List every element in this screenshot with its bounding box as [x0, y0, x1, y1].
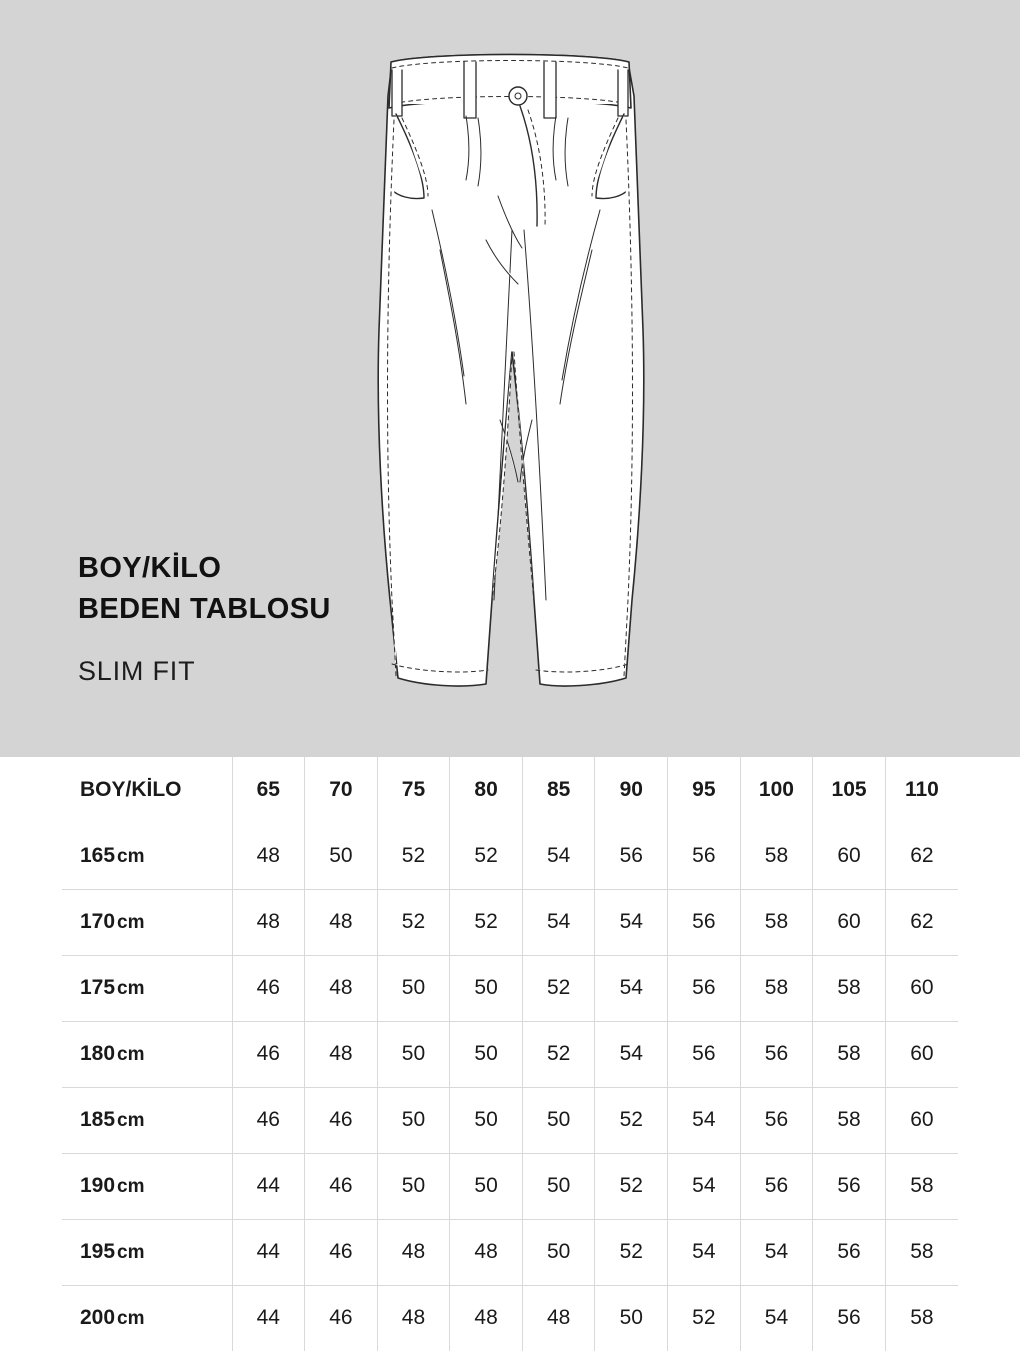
row-header-unit: cm	[117, 1242, 145, 1263]
table-cell: 54	[668, 1153, 741, 1219]
table-cell: 56	[813, 1285, 886, 1351]
row-header-unit: cm	[117, 1044, 145, 1065]
row-header	[62, 1153, 232, 1219]
table-cell: 48	[377, 1285, 450, 1351]
table-cell: 54	[595, 1021, 668, 1087]
table-cell: 48	[232, 823, 305, 889]
row-header-value: 190	[80, 1174, 116, 1197]
table-cell: 58	[910, 1306, 934, 1330]
table-cell: 52	[377, 889, 450, 955]
table-cell: 58	[885, 1153, 958, 1219]
table-cell: 56	[813, 1219, 886, 1285]
table-cell: 52	[668, 1285, 741, 1351]
table-cell: 48	[305, 889, 378, 955]
table-cell: 48	[305, 955, 378, 1021]
size-chart-table	[62, 757, 958, 1351]
table-cell: 52	[522, 1021, 595, 1087]
table-cell: 46	[232, 1087, 305, 1153]
table-cell: 54	[595, 955, 668, 1021]
column-header: 80	[450, 757, 523, 823]
table-cell: 48	[377, 1219, 450, 1285]
row-header	[62, 1087, 232, 1153]
table-cell: 46	[305, 1285, 378, 1351]
table-cell: 58	[813, 1087, 886, 1153]
table-cell: 50	[450, 1021, 523, 1087]
table-cell: 48	[450, 1219, 523, 1285]
row-header-unit: cm	[117, 1176, 145, 1197]
row-header	[62, 1219, 232, 1285]
table-cell: 60	[813, 823, 886, 889]
table-row	[62, 1021, 958, 1087]
table-row	[62, 889, 958, 955]
table-cell: 50	[377, 1087, 450, 1153]
row-header-unit: cm	[117, 912, 145, 933]
row-header	[62, 889, 232, 955]
table-row	[62, 955, 958, 1021]
row-header	[62, 823, 232, 889]
column-header: 65	[232, 757, 305, 823]
row-header-value: 185	[80, 1108, 116, 1131]
table-cell: 52	[450, 889, 523, 955]
table-cell: 58	[813, 1021, 886, 1087]
table-cell: 60	[885, 1021, 958, 1087]
table-cell: 58	[885, 1219, 958, 1285]
table-row	[62, 1219, 958, 1285]
row-header-value: 200	[80, 1306, 116, 1330]
table-cell: 54	[668, 1219, 741, 1285]
table-cell: 48	[305, 1021, 378, 1087]
column-header: 105	[813, 757, 886, 823]
table-cell: 44	[232, 1219, 305, 1285]
table-cell: 48	[522, 1285, 595, 1351]
table-cell: 50	[377, 955, 450, 1021]
table-cell: 50	[450, 955, 523, 1021]
column-header: 75	[377, 757, 450, 823]
table-cell: 46	[305, 1153, 378, 1219]
table-cell: 60	[813, 889, 886, 955]
row-header-value: 175	[80, 976, 116, 999]
table-cell: 52	[595, 1219, 668, 1285]
table-cell: 46	[305, 1087, 378, 1153]
table-cell: 54	[740, 1285, 813, 1351]
table-cell: 56	[668, 1021, 741, 1087]
table-header-row	[62, 757, 958, 823]
table-row	[62, 1153, 958, 1219]
table-cell: 56	[740, 1153, 813, 1219]
table-cell: 48	[450, 1285, 523, 1351]
table-cell: 56	[668, 823, 741, 889]
table-row	[62, 823, 958, 889]
table-cell: 52	[595, 1153, 668, 1219]
table-cell: 50	[522, 1087, 595, 1153]
column-header: 95	[668, 757, 741, 823]
table-cell: 50	[450, 1087, 523, 1153]
table-cell: 56	[668, 955, 741, 1021]
table-cell: 56	[813, 1153, 886, 1219]
table-cell: 54	[740, 1219, 813, 1285]
table-cell: 44	[232, 1285, 305, 1351]
table-cell: 54	[668, 1087, 741, 1153]
table-cell: 46	[232, 955, 305, 1021]
table-cell: 50	[595, 1285, 668, 1351]
row-header	[62, 955, 232, 1021]
table-row	[62, 1087, 958, 1153]
row-header-unit: cm	[117, 845, 145, 867]
table-cell: 44	[232, 1153, 305, 1219]
column-header: 70	[305, 757, 378, 823]
column-header: 110	[904, 778, 939, 801]
row-header-unit: cm	[117, 1308, 145, 1330]
table-cell: 52	[522, 955, 595, 1021]
table-row	[62, 1285, 958, 1351]
table-cell: 50	[377, 1153, 450, 1219]
table-cell: 48	[232, 889, 305, 955]
table-cell: 46	[305, 1219, 378, 1285]
table-cell: 52	[377, 823, 450, 889]
row-header-unit: cm	[117, 978, 145, 999]
size-table-section	[0, 757, 1020, 1360]
table-corner-label: BOY/KİLO	[62, 757, 232, 823]
fit-subtitle: SLIM FIT	[78, 656, 196, 687]
table-cell: 56	[668, 889, 741, 955]
table-cell: 60	[885, 1087, 958, 1153]
table-cell: 54	[595, 889, 668, 955]
row-header-value: 195	[80, 1240, 116, 1263]
hero-heading-block	[78, 548, 331, 687]
table-cell: 62	[885, 889, 958, 955]
table-cell: 52	[595, 1087, 668, 1153]
table-cell: 56	[740, 1087, 813, 1153]
table-cell: 56	[595, 823, 668, 889]
table-cell: 52	[450, 823, 523, 889]
table-cell: 50	[522, 1153, 595, 1219]
table-cell: 50	[450, 1153, 523, 1219]
table-cell: 50	[305, 823, 378, 889]
row-header-value: 170	[80, 910, 116, 933]
table-cell: 50	[377, 1021, 450, 1087]
row-header-value: 180	[80, 1042, 116, 1065]
row-header-value: 165	[80, 843, 116, 867]
table-cell: 58	[813, 955, 886, 1021]
table-cell: 60	[885, 955, 958, 1021]
row-header	[62, 1285, 232, 1351]
table-cell: 58	[740, 955, 813, 1021]
row-header-unit: cm	[117, 1110, 145, 1131]
row-header	[62, 1021, 232, 1087]
column-header: 100	[740, 757, 813, 823]
page-title-line-2: BEDEN TABLOSU	[78, 593, 331, 626]
table-cell: 62	[885, 823, 958, 889]
column-header: 90	[595, 757, 668, 823]
page-title-line-1: BOY/KİLO	[78, 552, 222, 584]
table-cell: 58	[740, 823, 813, 889]
table-cell: 58	[740, 889, 813, 955]
column-header: 85	[522, 757, 595, 823]
table-cell: 46	[232, 1021, 305, 1087]
table-cell: 50	[522, 1219, 595, 1285]
table-cell: 54	[522, 823, 595, 889]
table-cell: 54	[522, 889, 595, 955]
table-cell: 56	[740, 1021, 813, 1087]
